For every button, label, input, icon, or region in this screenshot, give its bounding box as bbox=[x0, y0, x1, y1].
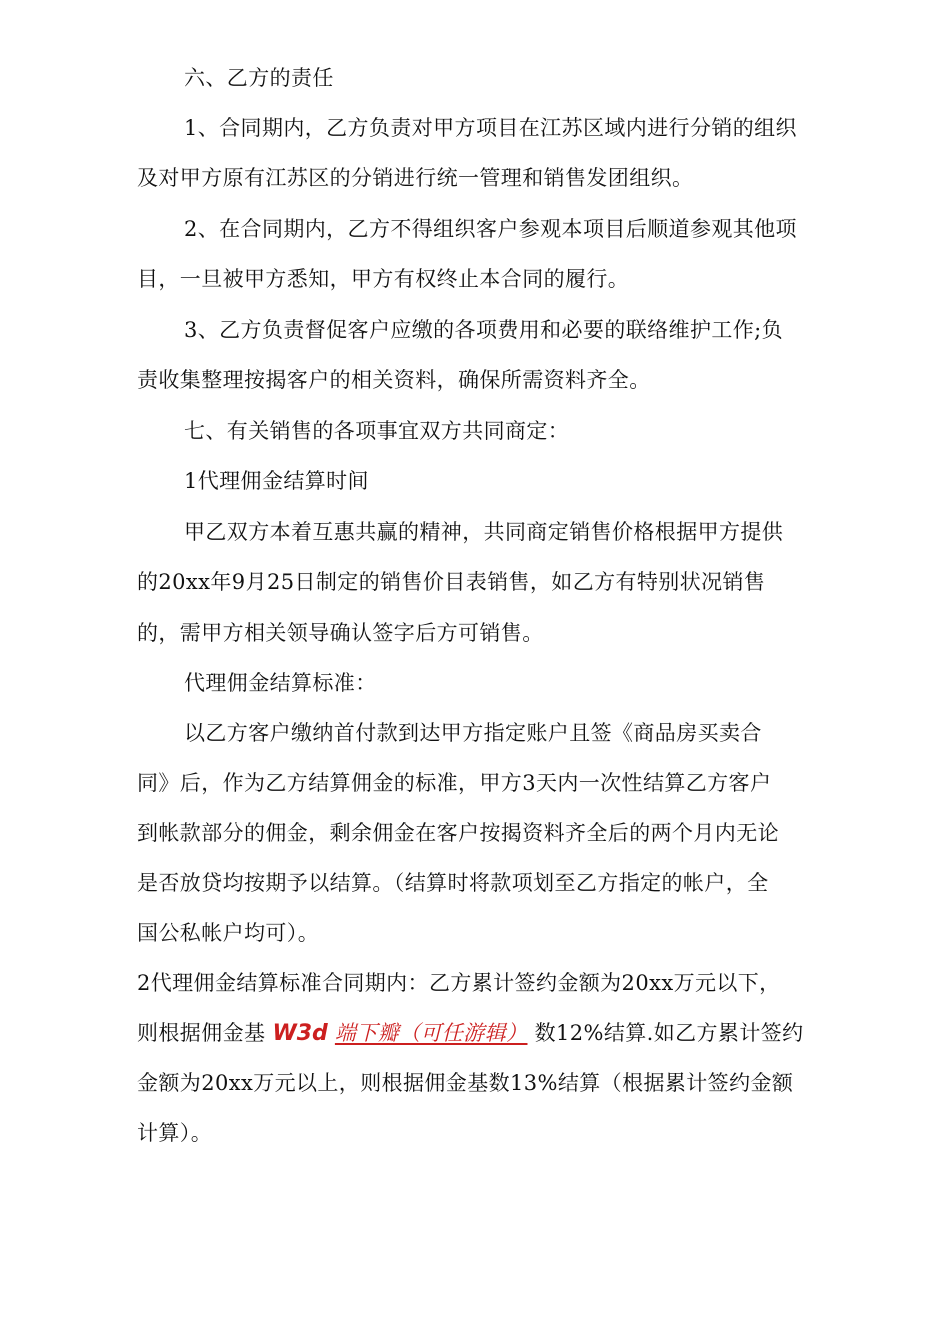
section-heading-seven: 七、有关销售的各项事宜双方共同商定： bbox=[184, 419, 570, 443]
paragraph-line-with-watermark bbox=[137, 1018, 804, 1049]
paragraph-line: 3、乙方负责督促客户应缴的各项费用和必要的联络维护工作;负 bbox=[184, 318, 784, 342]
section-heading-six: 六、乙方的责任 bbox=[184, 66, 334, 90]
paragraph-line: 的，需甲方相关领导确认签字后方可销售。 bbox=[137, 621, 544, 645]
paragraph-line: 计算）。 bbox=[137, 1121, 213, 1145]
line-text: 则根据佣金基 bbox=[137, 1021, 266, 1045]
line-text: 数12%结算.如乙方累计签约 bbox=[534, 1021, 804, 1045]
watermark-logo: W3d bbox=[272, 1021, 328, 1046]
paragraph-line: 1、合同期内，乙方负责对甲方项目在江苏区域内进行分销的组织 bbox=[184, 116, 797, 140]
paragraph-line: 以乙方客户缴纳首付款到达甲方指定账户且签《商品房买卖合 bbox=[184, 721, 762, 745]
paragraph-line: 目，一旦被甲方悉知，甲方有权终止本合同的履行。 bbox=[137, 267, 630, 291]
paragraph-line: 2代理佣金结算标准合同期内：乙方累计签约金额为20xx万元以下， bbox=[137, 971, 781, 995]
paragraph-line: 的20xx年9月25日制定的销售价目表销售，如乙方有特别状况销售 bbox=[137, 570, 766, 594]
paragraph-line: 2、在合同期内，乙方不得组织客户参观本项目后顺道参观其他项 bbox=[184, 217, 797, 241]
paragraph-line: 及对甲方原有江苏区的分销进行统一管理和销售发团组织。 bbox=[137, 166, 694, 190]
subheading: 1代理佣金结算时间 bbox=[184, 469, 369, 493]
subheading: 代理佣金结算标准： bbox=[184, 671, 377, 695]
paragraph-line: 金额为20xx万元以上，则根据佣金基数13%结算（根据累计签约金额 bbox=[137, 1071, 794, 1095]
paragraph-line: 责收集整理按揭客户的相关资料，确保所需资料齐全。 bbox=[137, 368, 651, 392]
paragraph-line: 甲乙双方本着互惠共赢的精神，共同商定销售价格根据甲方提供 bbox=[184, 520, 784, 544]
paragraph-line: 同》后，作为乙方结算佣金的标准，甲方3天内一次性结算乙方客户 bbox=[137, 771, 772, 795]
watermark-text: 端下瓣（可任游辑） bbox=[334, 1021, 528, 1045]
paragraph-line: 是否放贷均按期予以结算。（结算时将款项划至乙方指定的帐户，全 bbox=[137, 871, 769, 895]
paragraph-line: 到帐款部分的佣金，剩余佣金在客户按揭资料齐全后的两个月内无论 bbox=[137, 821, 779, 845]
paragraph-line: 国公私帐户均可）。 bbox=[137, 921, 320, 945]
